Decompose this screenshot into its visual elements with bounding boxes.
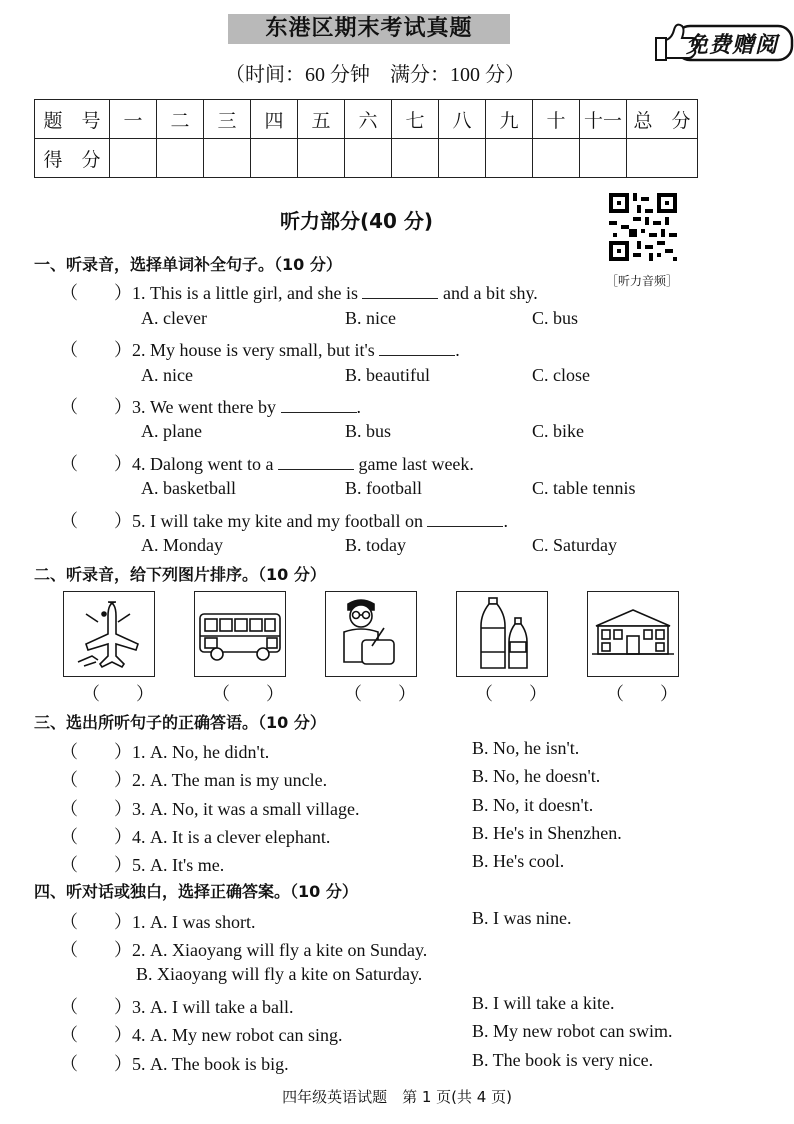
q3-item-2-a: （ ）2. A. The man is my uncle. (60, 770, 328, 790)
q3-item-2-b: B. No, he doesn't. (472, 766, 601, 786)
option-b: B. beautiful (345, 365, 430, 385)
table-cell: 六 (345, 100, 392, 139)
table-cell: 十一 (580, 100, 627, 139)
boy-cooking-icon (326, 592, 416, 676)
bottles-icon (457, 592, 547, 676)
table-cell: 二 (157, 100, 204, 139)
q3-item-1-b: B. No, he isn't. (472, 738, 580, 758)
score-cell[interactable] (251, 139, 298, 178)
table-cell: 三 (204, 100, 251, 139)
score-cell[interactable] (627, 139, 698, 178)
score-cell[interactable] (486, 139, 533, 178)
order-blank-2[interactable]: （ ） (212, 684, 284, 704)
q4-item-3-a: （ ）3. A. I will take a ball. (60, 997, 294, 1017)
question-text: （ ）1. This is a little girl, and she is (60, 283, 358, 303)
picture-boy-cooking (325, 591, 417, 677)
free-gift-badge (652, 16, 794, 68)
option-c: C. bike (532, 421, 584, 441)
option-c: C. table tennis (532, 478, 636, 498)
q1-heading: 一、听录音，选择单词补全句子。（10 分） (34, 255, 342, 274)
score-cell[interactable] (580, 139, 627, 178)
option-c: C. Saturday (532, 535, 617, 555)
question-text: （ ）5. I will take my kite and my football on (60, 511, 423, 531)
option-c: C. bus (532, 308, 579, 328)
answer-blank[interactable] (281, 396, 357, 413)
table-cell: 总 分 (627, 100, 698, 139)
question-text: （ ）3. We went there by (60, 397, 276, 417)
picture-plane (63, 591, 155, 677)
table-cell: 七 (392, 100, 439, 139)
q4-item-5-b: B. The book is very nice. (472, 1050, 654, 1070)
answer-blank[interactable] (379, 339, 455, 356)
order-blank-4[interactable]: （ ） (475, 684, 547, 704)
table-cell: 四 (251, 100, 298, 139)
exam-title: 东港区期末考试真题 (228, 14, 510, 44)
question-text: game last week. (353, 454, 474, 474)
qr-code-icon[interactable] (609, 193, 677, 261)
q1-item-1 (60, 279, 538, 305)
q4-item-2-a: （ ）2. A. Xiaoyang will fly a kite on Sunday. (60, 940, 428, 960)
question-text: . (455, 340, 460, 360)
q3-heading: 三、选出所听句子的正确答语。（10 分） (34, 713, 326, 732)
section-title: 听力部分(40 分) (280, 209, 434, 233)
table-cell: 一 (110, 100, 157, 139)
q3-item-1-a: （ ）1. A. No, he didn't. (60, 742, 270, 762)
option-a: A. basketball (141, 478, 236, 498)
page-footer: 四年级英语试题 第 1 页(共 4 页) (282, 1088, 512, 1106)
order-blank-5[interactable]: （ ） (606, 684, 678, 704)
q3-item-4-a: （ ）4. A. It is a clever elephant. (60, 827, 331, 847)
q4-item-1-a: （ ）1. A. I was short. (60, 912, 256, 932)
q4-item-4-b: B. My new robot can swim. (472, 1021, 673, 1041)
option-a: A. Monday (141, 535, 223, 555)
q3-item-3-b: B. No, it doesn't. (472, 795, 594, 815)
score-cell[interactable] (110, 139, 157, 178)
exam-subtitle: （时间：60 分钟 满分：100 分） (225, 64, 525, 86)
score-cell[interactable] (157, 139, 204, 178)
table-row (35, 100, 698, 139)
option-b: B. nice (345, 308, 396, 328)
picture-building (587, 591, 679, 677)
badge-text: 免费赠阅 (686, 33, 779, 58)
answer-blank[interactable] (362, 282, 438, 299)
q4-item-3-b: B. I will take a kite. (472, 993, 615, 1013)
question-text: （ ）2. My house is very small, but it's (60, 340, 375, 360)
order-blank-1[interactable]: （ ） (82, 684, 154, 704)
score-cell[interactable] (345, 139, 392, 178)
q4-item-1-b: B. I was nine. (472, 908, 572, 928)
plane-icon (64, 592, 154, 676)
score-cell[interactable] (533, 139, 580, 178)
table-cell: 五 (298, 100, 345, 139)
table-cell: 题 号 (35, 100, 110, 139)
table-cell: 九 (486, 100, 533, 139)
picture-bus (194, 591, 286, 677)
question-text: . (503, 511, 508, 531)
option-a: A. plane (141, 421, 202, 441)
score-cell[interactable] (298, 139, 345, 178)
qr-caption: ［听力音频］ (606, 274, 679, 288)
table-row (35, 139, 698, 178)
q4-item-5-a: （ ）5. A. The book is big. (60, 1054, 289, 1074)
score-table (34, 99, 698, 178)
q4-item-2-b: B. Xiaoyang will fly a kite on Saturday. (136, 964, 423, 984)
score-cell[interactable] (392, 139, 439, 178)
option-b: B. today (345, 535, 406, 555)
q1-item-5 (60, 507, 508, 533)
q3-item-4-b: B. He's in Shenzhen. (472, 823, 622, 843)
picture-bottles (456, 591, 548, 677)
q3-item-5-b: B. He's cool. (472, 851, 565, 871)
bus-icon (195, 592, 285, 676)
table-cell: 十 (533, 100, 580, 139)
q3-item-5-a: （ ）5. A. It's me. (60, 855, 225, 875)
option-a: A. clever (141, 308, 207, 328)
option-a: A. nice (141, 365, 193, 385)
q4-item-4-a: （ ）4. A. My new robot can sing. (60, 1025, 343, 1045)
option-c: C. close (532, 365, 590, 385)
q3-item-3-a: （ ）3. A. No, it was a small village. (60, 799, 360, 819)
q1-item-2 (60, 336, 460, 362)
question-text: and a bit shy. (438, 283, 538, 303)
score-cell[interactable] (439, 139, 486, 178)
score-cell[interactable] (204, 139, 251, 178)
answer-blank[interactable] (278, 453, 354, 470)
question-text: . (356, 397, 361, 417)
option-b: B. bus (345, 421, 392, 441)
q4-heading: 四、听对话或独白，选择正确答案。（10 分） (34, 882, 358, 901)
order-blank-3[interactable]: （ ） (344, 684, 416, 704)
q2-heading: 二、听录音，给下列图片排序。（10 分） (34, 565, 326, 584)
option-b: B. football (345, 478, 422, 498)
table-cell: 八 (439, 100, 486, 139)
table-cell: 得 分 (35, 139, 110, 178)
q1-item-3 (60, 393, 361, 419)
q1-item-4 (60, 450, 474, 476)
answer-blank[interactable] (427, 510, 503, 527)
question-text: （ ）4. Dalong went to a (60, 454, 274, 474)
building-icon (588, 592, 678, 676)
